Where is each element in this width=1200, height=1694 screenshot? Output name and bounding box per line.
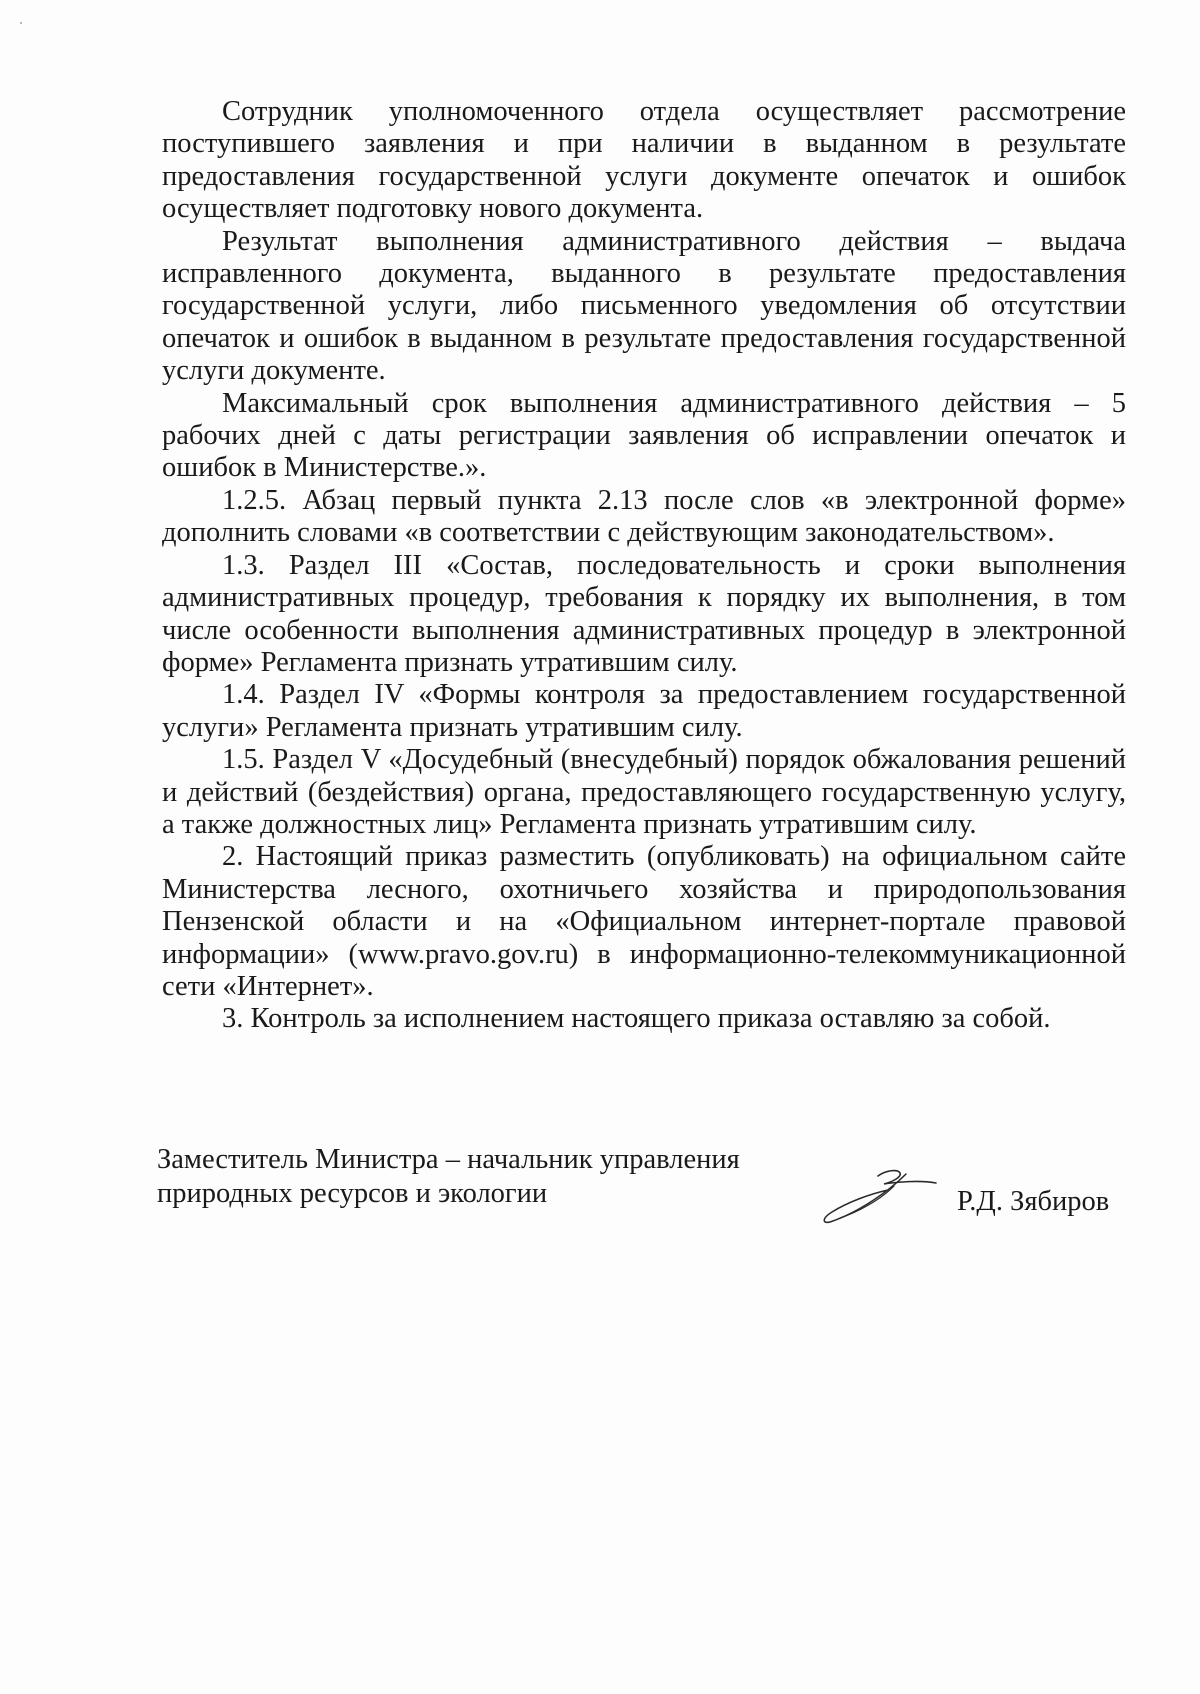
signatory-position [157, 1143, 740, 1211]
paragraph-3-control: 3. Контроль за исполнением настоящего приказа оставляю за собой. [222, 1003, 1051, 1035]
paragraph-1-4: 1.4. Раздел IV «Формы контроля за предоставлением государственной услуги» Регламента признать утратившим силу. [162, 679, 1126, 743]
paragraph-result: Результат выполнения административного действия – выдача исправленного документа, выданного в результате предоставления государственной услуги, либо письменного уведомления об отсутствии опечаток и ошибок в выданном в результате предоставления государственной услуги документе. [162, 225, 1126, 387]
document-body [162, 96, 1126, 1036]
signature-block [157, 1143, 1137, 1243]
signatory-position-line-2: природных ресурсов и экологии [157, 1178, 548, 1209]
paragraph-1-3: 1.3. Раздел III «Состав, последовательность и сроки выполнения административных процедур, требования к порядку их выполнения, в том числе особенности выполнения административных процедур в электронной форме» Регламента признать утратившим силу. [162, 549, 1126, 678]
handwritten-signature-icon [820, 1160, 940, 1230]
paragraph-review: Сотрудник уполномоченного отдела осуществляет рассмотрение поступившего заявления и при наличии в выданном в результате предоставления государственной услуги документе опечаток и ошибок осуществляет подготовку нового документа. [162, 96, 1126, 225]
scan-speck [20, 22, 22, 24]
paragraph-1-2-5: 1.2.5. Абзац первый пункта 2.13 после слов «в электронной форме» дополнить словами «в соответствии с действующим законодательством». [162, 484, 1126, 549]
paragraph-2-publish: 2. Настоящий приказ разместить (опубликовать) на официальном сайте Министерства лесного, охотничьего хозяйства и природопользования Пензенской области и на «Официальном интернет-портале правовой информации» (www.pravo.gov.ru) в информационно-телекоммуникационной сети «Интернет». [162, 841, 1126, 1002]
paragraph-deadline: Максимальный срок выполнения административного действия – 5 рабочих дней с даты регистрации заявления об исправлении опечаток и ошибок в Министерстве.». [162, 387, 1126, 484]
signatory-name: Р.Д. Зябиров [957, 1186, 1110, 1217]
signatory-position-line-1: Заместитель Министра – начальник управления [157, 1144, 740, 1175]
paragraph-1-5: 1.5. Раздел V «Досудебный (внесудебный) порядок обжалования решений и действий (бездействия) органа, предоставляющего государственную услугу, а также должностных лиц» Регламента признать утратившим силу. [162, 744, 1126, 840]
